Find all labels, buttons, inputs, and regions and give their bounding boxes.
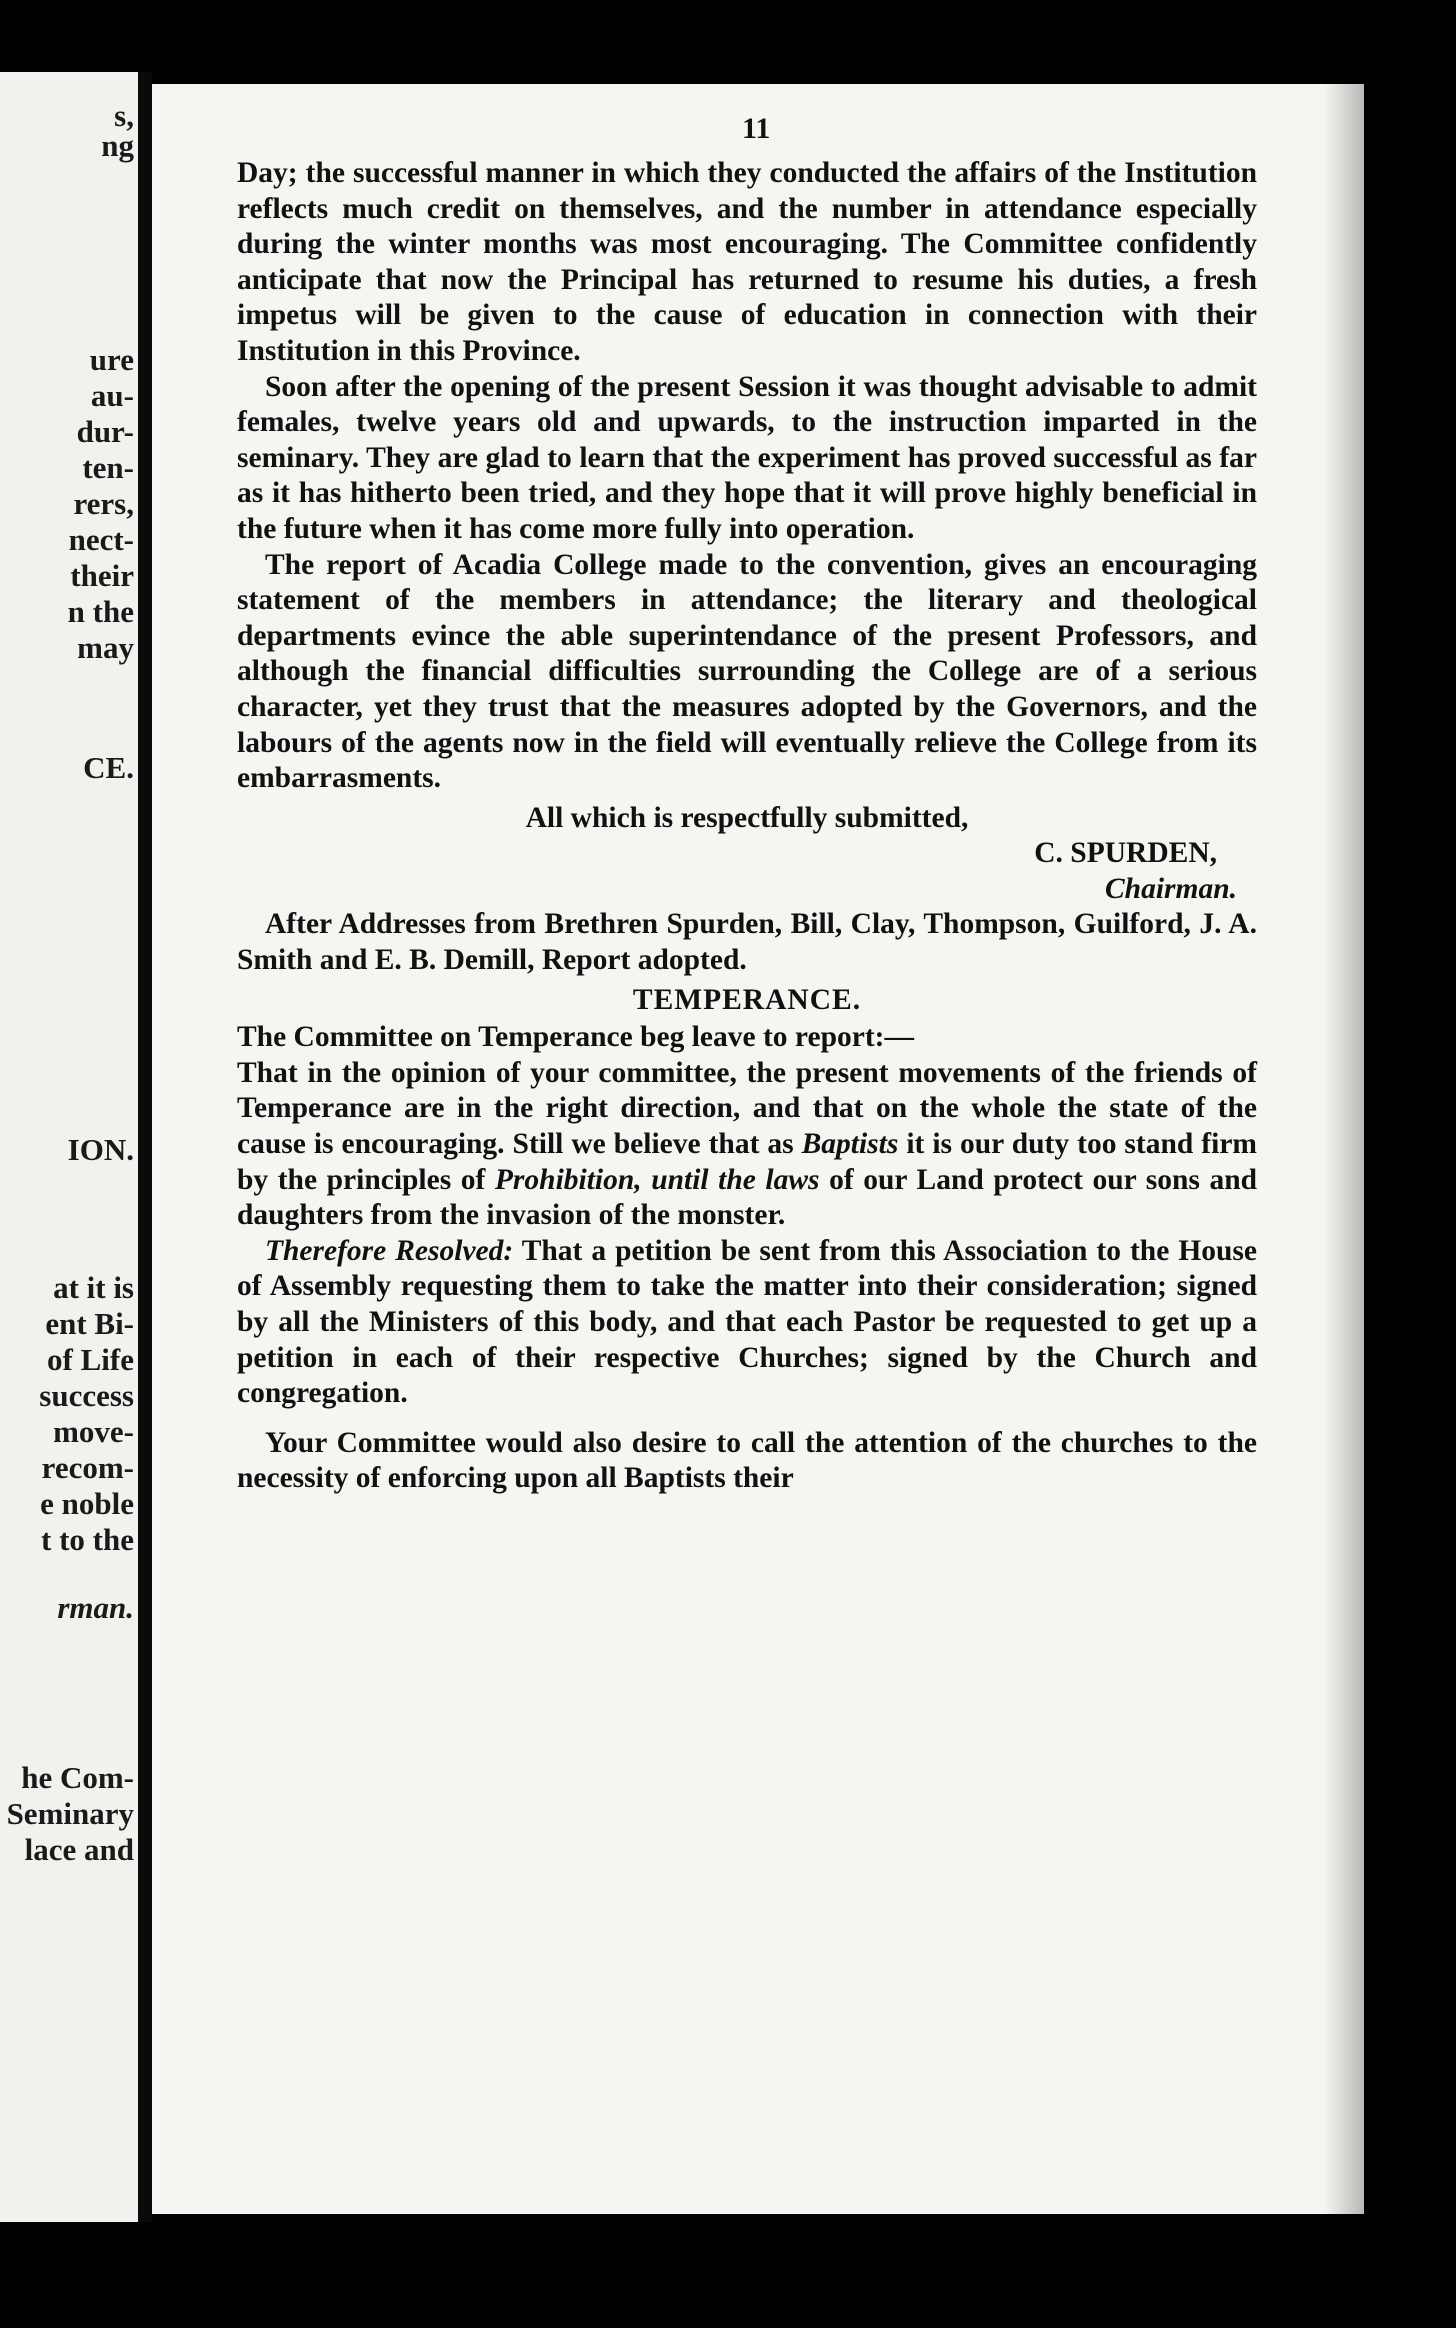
italic-text: Prohibition, until the laws (494, 1163, 820, 1196)
section-heading: TEMPERANCE. (632, 983, 862, 1016)
right-page (152, 84, 1364, 2214)
left-fragment: t to the (41, 1522, 134, 1557)
left-page-fragment (0, 72, 138, 2222)
left-fragment: s, (114, 98, 134, 133)
paragraph: The Committee on Temperance beg leave to report:— (237, 1021, 914, 1054)
left-fragment: at it is (53, 1270, 134, 1305)
left-fragment: may (77, 630, 134, 665)
italic-text: Therefore Resolved: (265, 1234, 514, 1267)
left-fragment: dur- (76, 414, 134, 449)
text-run: That in the opinion of your committee, the present movements of the friends of Temperance are in the right direction, and that on the whole the state of the cause is encouraging. Still we believe that as (237, 1056, 1257, 1161)
paragraph (237, 1056, 1257, 1234)
page-shadow (1324, 84, 1364, 2214)
left-fragment: ten- (82, 450, 134, 485)
left-fragment: of Life (47, 1342, 134, 1377)
left-fragment: lace and (24, 1832, 134, 1867)
left-fragment: ent Bi- (45, 1306, 134, 1341)
left-fragment: rers, (73, 486, 134, 521)
text-run: of our Land protect our sons and daughters from the invasion of the monster. (237, 1163, 1258, 1232)
page-number: 11 (742, 112, 771, 145)
left-fragment: e noble (40, 1486, 134, 1521)
left-fragment: Seminary (6, 1796, 134, 1831)
paragraph: Soon after the opening of the present Session it was thought advisable to admit females, twelve years old and upwards, to the instruction imparted in the seminary. They are glad to learn that the experiment has proved successful as far as it has hitherto been tried, and they hope that it will prove highly beneficial in the future when it has come more fully into operation. (237, 370, 1257, 545)
left-fragment: ION. (67, 1132, 134, 1167)
paragraph: After Addresses from Brethren Spurden, Bill, Clay, Thompson, Guilford, J. A. Smith and E. B. Demill, Report adopted. (237, 908, 1257, 977)
signer-title: Chairman. (1105, 872, 1237, 905)
paragraph: The report of Acadia College made to the convention, gives an encouraging statement of the members in attendance; the literary and theological departments evince the able superintendance of the present Professors, and although the financial difficulties surrounding the College are of a serious character, yet they trust that the measures adopted by the Governors, and the labours of the agents now in the field will eventually relieve the College from its embarrasments. (237, 548, 1257, 795)
left-fragment: their (70, 558, 134, 593)
left-fragment: rman. (57, 1590, 134, 1625)
left-fragment: he Com- (21, 1760, 134, 1795)
left-fragment: move- (53, 1414, 134, 1449)
left-fragment: nect- (68, 522, 134, 557)
text-run: That a petition be sent from this Association to the House of Assembly requesting them to take the matter into their consideration; signed by all the Ministers of this body, and that each Pastor be requested to get up a petition in each of their respective Churches; signed by the Church and congregation. (237, 1234, 1257, 1410)
left-fragment: au- (90, 378, 134, 413)
page-body (237, 156, 1257, 1497)
text-run: it is our duty too stand firm by the principles of (237, 1128, 1257, 1196)
left-fragment: CE. (83, 750, 134, 785)
sign-off: All which is respectfully submitted, (525, 801, 969, 834)
signer-name: C. SPURDEN, (1034, 837, 1217, 870)
left-fragment: n the (67, 594, 134, 629)
book-gutter (138, 72, 152, 2222)
italic-text: Baptists (801, 1128, 899, 1161)
left-fragment: ng (101, 128, 134, 163)
left-fragment: success (39, 1378, 134, 1413)
paragraph (237, 1234, 1257, 1412)
left-fragment: recom- (41, 1450, 134, 1485)
paragraph: Day; the successful manner in which they conducted the affairs of the Institution reflects much credit on themselves, and the number in attendance especially during the winter months was most encouraging. The Committee confidently anticipate that now the Principal has returned to resume his duties, a fresh impetus will be given to the cause of education in connection with their Institution in this Province. (237, 157, 1257, 367)
paragraph: Your Committee would also desire to call the attention of the churches to the necessity of enforcing upon all Baptists their (237, 1426, 1257, 1495)
left-fragment: ure (89, 342, 134, 377)
